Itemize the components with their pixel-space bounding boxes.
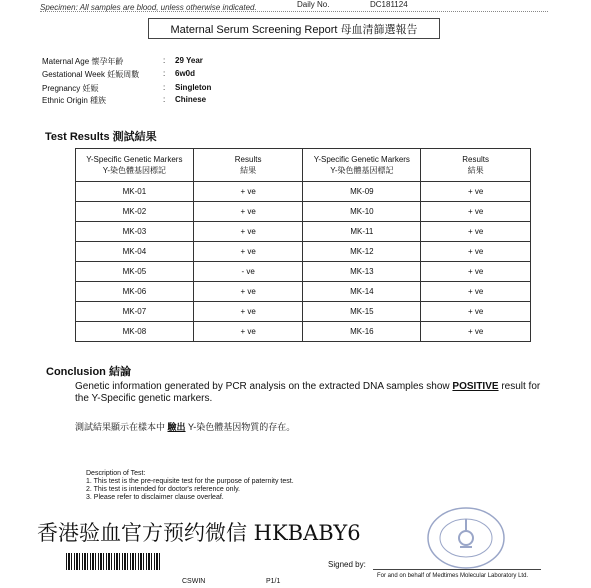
table-row: [76, 262, 531, 282]
description-item: 2. This test is intended for doctor's reference only.: [86, 486, 240, 493]
field-colon: :: [163, 69, 166, 78]
field-value-ethnic-origin: Chinese: [175, 95, 207, 104]
result-cell: + ve: [421, 182, 531, 202]
marker-cell: MK-01: [76, 182, 194, 202]
positive-highlight: POSITIVE: [452, 381, 499, 392]
marker-cell: MK-05: [76, 262, 194, 282]
marker-cell: MK-13: [303, 262, 421, 282]
result-cell: + ve: [421, 222, 531, 242]
barcode: [66, 553, 160, 570]
test-results-heading: Test Results 測試結果: [45, 131, 157, 143]
result-cell: - ve: [193, 262, 303, 282]
field-label-gestational-week: Gestational Week 妊娠周數: [42, 70, 140, 79]
result-cell: + ve: [421, 242, 531, 262]
description-item: 3. Please refer to disclaimer clause overleaf.: [86, 494, 224, 501]
marker-cell: MK-07: [76, 302, 194, 322]
result-cell: + ve: [193, 222, 303, 242]
marker-cell: MK-15: [303, 302, 421, 322]
marker-cell: MK-09: [303, 182, 421, 202]
marker-cell: MK-03: [76, 222, 194, 242]
table-row: [76, 222, 531, 242]
on-behalf-text: For and on behalf of Medtimes Molecular Laboratory Ltd.: [377, 573, 529, 579]
test-description: [86, 470, 294, 502]
field-label-pregnancy: Pregnancy 妊娠: [42, 84, 99, 93]
result-cell: + ve: [421, 202, 531, 222]
watermark-text: 香港验血官方预约微信 HKBABY6: [37, 521, 361, 545]
result-cell: + ve: [193, 322, 303, 342]
laboratory-stamp: [425, 505, 507, 576]
field-label-ethnic-origin: Ethnic Origin 種族: [42, 96, 107, 105]
field-colon: :: [163, 95, 166, 104]
table-row: [76, 282, 531, 302]
conclusion-text: Genetic information generated by PCR analysis on the extracted DNA samples show POSITIVE result for the Y-Specific genetic markers.: [75, 381, 541, 404]
daily-no-label: Daily No.: [297, 0, 330, 9]
table-row: [76, 202, 531, 222]
header-divider: [40, 11, 548, 12]
marker-cell: MK-12: [303, 242, 421, 262]
table-row: [76, 182, 531, 202]
result-cell: + ve: [193, 182, 303, 202]
specimen-note: Specimen: All samples are blood, unless otherwise indicated.: [40, 3, 257, 12]
result-cell: + ve: [193, 202, 303, 222]
field-value-maternal-age: 29 Year: [175, 56, 203, 65]
result-cell: + ve: [193, 282, 303, 302]
result-column-header: Results 結果: [421, 149, 531, 182]
conclusion-heading: Conclusion 結論: [46, 366, 131, 378]
field-value-pregnancy: Singleton: [175, 83, 212, 92]
marker-cell: MK-10: [303, 202, 421, 222]
conclusion-text-zh: 測試結果顯示在樣本中 驗出 Y-染色體基因物質的存在。: [75, 422, 296, 432]
description-item: 1. This test is the pre-requisite test for the purpose of paternity test.: [86, 478, 294, 485]
marker-cell: MK-04: [76, 242, 194, 262]
marker-cell: MK-08: [76, 322, 194, 342]
page-number: P1/1: [266, 578, 281, 585]
report-title: Maternal Serum Screening Report 母血清篩選報告: [170, 24, 418, 36]
result-cell: + ve: [193, 302, 303, 322]
results-table-header-row: [76, 149, 531, 182]
result-cell: + ve: [421, 322, 531, 342]
marker-cell: MK-02: [76, 202, 194, 222]
result-cell: + ve: [421, 302, 531, 322]
field-value-gestational-week: 6w0d: [175, 69, 196, 78]
result-cell: + ve: [421, 282, 531, 302]
table-row: [76, 242, 531, 262]
marker-column-header: Y-Specific Genetic Markers Y-染色體基因標記: [303, 149, 421, 182]
result-cell: + ve: [193, 242, 303, 262]
marker-cell: MK-06: [76, 282, 194, 302]
results-table: [75, 148, 531, 342]
footer-code: CSWIN: [182, 578, 206, 585]
result-column-header: Results 結果: [193, 149, 303, 182]
table-row: [76, 302, 531, 322]
signature-line: [373, 569, 541, 570]
field-label-maternal-age: Maternal Age 懷孕年齡: [42, 57, 124, 66]
marker-column-header: Y-Specific Genetic Markers Y-染色體基因標記: [76, 149, 194, 182]
daily-no-value: DC181124: [370, 0, 408, 9]
result-cell: + ve: [421, 262, 531, 282]
field-colon: :: [163, 83, 166, 92]
table-row: [76, 322, 531, 342]
marker-cell: MK-14: [303, 282, 421, 302]
marker-cell: MK-16: [303, 322, 421, 342]
signed-by-label: Signed by:: [328, 560, 366, 569]
field-colon: :: [163, 56, 166, 65]
marker-cell: MK-11: [303, 222, 421, 242]
detected-highlight: 驗出: [167, 422, 186, 432]
description-title: Description of Test:: [86, 470, 146, 477]
